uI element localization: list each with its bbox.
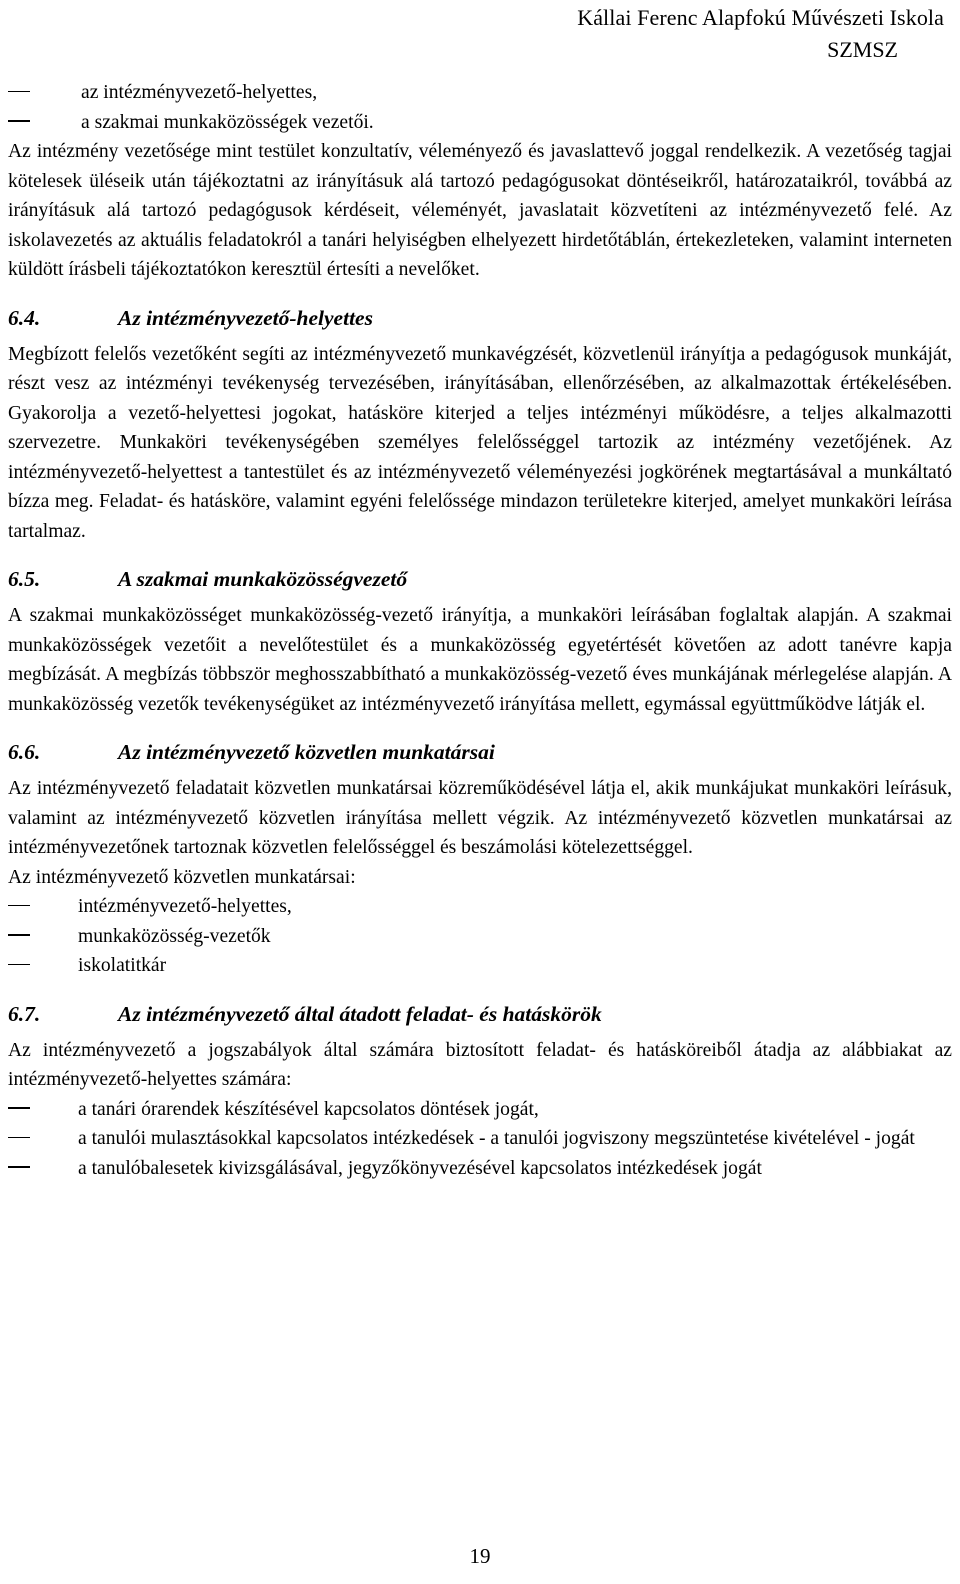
section-6-5-text: A szakmai munkaközösséget munkaközösség-vezető irányítja, a munkaköri leírásában foglaltak alapján. A szakmai munkaközösségek vezetőit a nevelőtestület és a munkaközösség egyetértését követően az adott tanévre kapja megbízását. A megbízás többször meghosszabbítható a munkaközösség-vezető éves munkájának mérlegelése alapján. A munkaközösség vezetők tevékenységüket az intézményvezető irányítása mellett, egymással együttműködve látják el. xyxy=(8,605,952,715)
section-6-7-text: Az intézményvezető a jogszabályok által számára biztosított feladat- és hatásköreiből átadja az alábbiakat az intézményvezető-helyettes számára: xyxy=(8,1039,952,1090)
section-title: A szakmai munkaközösségvezető xyxy=(118,567,408,591)
list-item: munkaközösség-vezetők xyxy=(8,922,952,952)
dash-bullet-icon xyxy=(8,951,58,981)
section-heading-6-4 xyxy=(8,303,952,333)
dash-bullet-icon xyxy=(8,1154,58,1184)
dash-bullet-icon xyxy=(8,108,58,138)
section-title: Az intézményvezető által átadott feladat- és hatáskörök xyxy=(118,1001,602,1026)
dash-bullet-icon xyxy=(8,78,58,108)
list-item: az intézményvezető-helyettes, xyxy=(8,78,952,108)
page-content xyxy=(8,78,952,1183)
dash-bullet-icon xyxy=(8,1095,58,1125)
document-code: SZMSZ xyxy=(827,37,898,62)
section-number: 6.4. xyxy=(8,305,41,330)
section-heading-6-5 xyxy=(8,564,952,594)
page-number: 19 xyxy=(469,1544,491,1568)
section-6-6-list-intro: Az intézményvezető közvetlen munkatársai: xyxy=(8,866,356,888)
dash-bullet-icon xyxy=(8,1124,58,1154)
intro-list xyxy=(8,78,952,137)
section-heading-6-7 xyxy=(8,999,952,1029)
section-number: 6.5. xyxy=(8,567,41,591)
list-item: intézményvezető-helyettes, xyxy=(8,892,952,922)
intro-paragraph: Az intézmény vezetősége mint testület konzultatív, véleményező és javaslattevő joggal rendelkezik. A vezetőség tagjai kötelesek üléseik után tájékoztatni az irányításuk alá tartozó pedagógusokat döntéseikről, határozataikról, továbbá az irányításuk alá tartozó pedagógusok kérdéseit, véleményét, javaslatait közvetíteni az intézményvezető felé. Az iskolavezetés az aktuális feladatokról a tanári helyiségben elhelyezett hirdetőtáblán, értekezleteken, valamint interneten küldött írásbeli tájékoztatókon keresztül értesíti a nevelőket. xyxy=(8,141,952,280)
list-item: a tanári órarendek készítésével kapcsolatos döntések jogát, xyxy=(8,1095,952,1125)
section-heading-6-6 xyxy=(8,737,952,767)
section-title: Az intézményvezető közvetlen munkatársai xyxy=(118,740,495,764)
section-6-4-text: Megbízott felelős vezetőként segíti az intézményvezető munkavégzését, közvetlenül irányítja a pedagógusok munkáját, részt vesz az intézményi tevékenység tervezésében, irányításában, ellenőrzésében, az alkalmazottak értékelésében. Gyakorolja a vezető-helyettesi jogokat, hatásköre kiterjed a teljes intézményi működésre, a teljes alkalmazotti szervezetre. Munkaköri tevékenységében személyes felelősséggel tartozik az intézmény vezetőjének. Az intézményvezető-helyettest a tantestület és az intézményvezető véleményezési jogkörének megtartásával a munkáltató bízza meg. Feladat- és hatásköre, valamint egyéni felelőssége mindazon területekre kiterjed, amelyet munkaköri leírása tartalmaz. xyxy=(8,343,952,542)
section-number: 6.7. xyxy=(8,1001,41,1026)
dash-bullet-icon xyxy=(8,922,58,952)
section-6-6-text: Az intézményvezető feladatait közvetlen munkatársai közreműködésével látja el, akik munkájukat munkaköri leírásuk, valamint az intézményvezető közvetlen irányítása mellett végzik. Az intézményvezető közvetlen munkatársai az intézményvezetőnek tartoznak közvetlen felelősséggel és beszámolási kötelezettséggel. xyxy=(8,778,952,858)
school-name: Kállai Ferenc Alapfokú Művészeti Iskola xyxy=(577,5,944,30)
dash-bullet-icon xyxy=(8,892,58,922)
list-item: iskolatitkár xyxy=(8,951,952,981)
section-title: Az intézményvezető-helyettes xyxy=(118,305,373,330)
list-item: a tanulóbalesetek kivizsgálásával, jegyzőkönyvezésével kapcsolatos intézkedések jogát xyxy=(8,1154,952,1184)
list-item: a tanulói mulasztásokkal kapcsolatos intézkedések - a tanulói jogviszony megszüntetése kivételével - jogát xyxy=(8,1124,952,1154)
document-page xyxy=(8,0,952,1183)
section-6-7-list xyxy=(8,1095,952,1184)
list-item: a szakmai munkaközösségek vezetői. xyxy=(8,108,952,138)
page-header xyxy=(8,0,952,66)
section-6-6-list xyxy=(8,892,952,981)
section-number: 6.6. xyxy=(8,740,41,764)
